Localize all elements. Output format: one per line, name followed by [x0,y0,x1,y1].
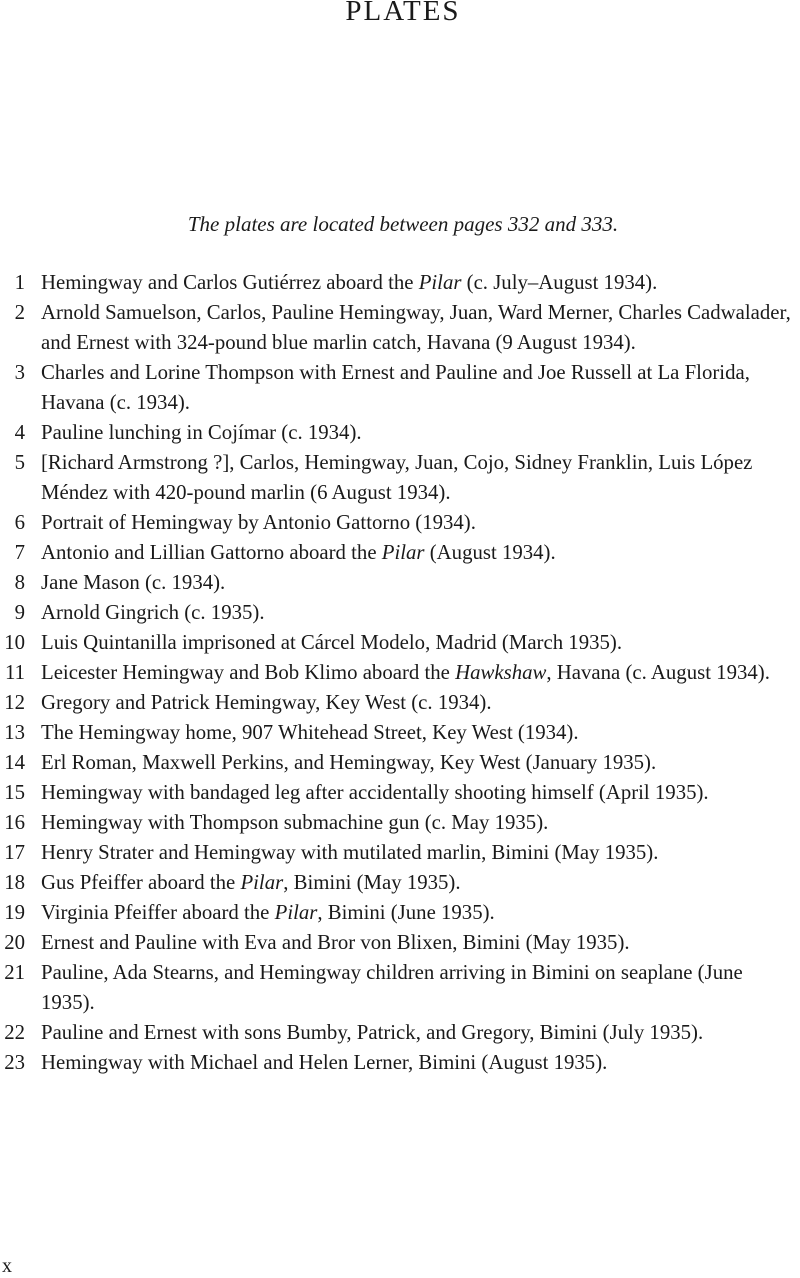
plate-item [0,628,800,658]
caption-text: Gregory and Patrick Hemingway, Key West (c. 1934). [41,691,492,714]
plate-caption [41,781,709,804]
plate-item [0,508,800,538]
plate-caption [41,361,750,414]
plate-item [0,538,800,568]
caption-text: , Havana (c. August 1934). [546,661,770,684]
plates-intro: The plates are located between pages 332 and 333. [187,212,619,236]
plate-number: 6 [14,511,25,534]
plate-caption [41,601,265,624]
caption-text: Gus Pfeiffer aboard the [41,871,241,894]
caption-text: Pauline, Ada Stearns, and Hemingway children arriving in Bimini on seaplane (June 1935). [41,961,743,1014]
caption-text: [Richard Armstrong ?], Carlos, Hemingway, Juan, Cojo, Sidney Franklin, Luis López Méndez with 420-pound marlin (6 August 1934). [41,451,753,504]
plate-item [0,868,800,898]
plate-caption [41,811,548,834]
plate-number: 12 [4,691,25,714]
caption-text: Jane Mason (c. 1934). [41,571,226,594]
plate-caption [41,961,743,1014]
caption-text: (c. July–August 1934). [461,271,658,294]
plate-item [0,1048,800,1078]
caption-text: Ernest and Pauline with Eva and Bror von Blixen, Bimini (May 1935). [41,931,630,954]
plate-number: 22 [4,1021,25,1044]
plate-caption [41,451,752,504]
vessel-name: Pilar [381,541,425,564]
plate-caption [41,841,658,864]
plate-item [0,838,800,868]
caption-text: Hemingway and Carlos Gutiérrez aboard the [41,271,419,294]
caption-text: Arnold Gingrich (c. 1935). [41,601,265,624]
plate-number: 11 [4,661,25,684]
plate-number: 18 [4,871,25,894]
plate-caption [41,541,556,564]
plate-caption [41,1021,703,1044]
plate-number: 14 [4,751,25,774]
plate-item [0,568,800,598]
plate-number: 15 [4,781,25,804]
caption-text: Pauline and Ernest with sons Bumby, Patrick, and Gregory, Bimini (July 1935). [41,1021,704,1044]
page-title: PLATES [345,0,461,27]
plate-number: 20 [4,931,25,954]
caption-text: Virginia Pfeiffer aboard the [41,901,275,924]
plate-item [0,928,800,958]
caption-text: (August 1934). [424,541,556,564]
caption-text: Antonio and Lillian Gattorno aboard the [41,541,382,564]
plate-caption [41,751,656,774]
caption-text: Leicester Hemingway and Bob Klimo aboard the [41,661,456,684]
plate-number: 4 [14,421,25,444]
plate-number: 5 [14,451,25,474]
plate-caption [41,931,630,954]
caption-text: Pauline lunching in Cojímar (c. 1934). [41,421,362,444]
plate-caption [41,301,791,354]
plate-number: 1 [14,271,25,294]
plate-item [0,298,800,358]
plate-item [0,958,800,1018]
plate-number: 3 [14,361,25,384]
caption-text: Charles and Lorine Thompson with Ernest and Pauline and Joe Russell at La Florida, Havana (c. 1934). [41,361,750,414]
plate-number: 17 [4,841,25,864]
plate-caption [41,691,492,714]
plate-number: 23 [4,1051,25,1074]
plate-caption [41,1051,607,1074]
page-number: x [2,1255,12,1277]
plate-item [0,658,800,688]
plate-item [0,808,800,838]
plate-number: 13 [4,721,25,744]
caption-text: Luis Quintanilla imprisoned at Cárcel Modelo, Madrid (March 1935). [41,631,623,654]
plate-caption [41,511,476,534]
plate-item [0,1018,800,1048]
vessel-name: Pilar [274,901,318,924]
plate-item [0,898,800,928]
caption-text: The Hemingway home, 907 Whitehead Street, Key West (1934). [41,721,579,744]
plate-item [0,268,800,298]
plate-item [0,358,800,418]
plate-item [0,778,800,808]
caption-text: Erl Roman, Maxwell Perkins, and Hemingway, Key West (January 1935). [41,751,657,774]
plate-item [0,598,800,628]
plate-caption [41,901,495,924]
vessel-name: Hawkshaw [455,661,547,684]
caption-text: Portrait of Hemingway by Antonio Gattorno (1934). [41,511,476,534]
plate-caption [41,661,770,684]
caption-text: Hemingway with Michael and Helen Lerner, Bimini (August 1935). [41,1051,608,1074]
plate-number: 8 [14,571,25,594]
caption-text: , Bimini (June 1935). [317,901,495,924]
vessel-name: Pilar [240,871,284,894]
plates-list [0,268,800,1078]
caption-text: Henry Strater and Hemingway with mutilated marlin, Bimini (May 1935). [41,841,659,864]
plate-number: 10 [4,631,25,654]
plate-number: 2 [14,301,25,324]
plate-caption [41,271,657,294]
caption-text: Hemingway with Thompson submachine gun (c. May 1935). [41,811,549,834]
plate-caption [41,871,461,894]
plate-number: 7 [14,541,25,564]
caption-text: , Bimini (May 1935). [283,871,461,894]
plate-number: 21 [4,961,25,984]
plate-number: 9 [14,601,25,624]
plate-item [0,718,800,748]
plate-item [0,448,800,508]
plate-item [0,688,800,718]
plate-number: 16 [4,811,25,834]
caption-text: Arnold Samuelson, Carlos, Pauline Hemingway, Juan, Ward Merner, Charles Cadwalader, and Ernest with 324-pound blue marlin catch, Havana (9 August 1934). [41,301,791,354]
vessel-name: Pilar [418,271,462,294]
caption-text: Hemingway with bandaged leg after accidentally shooting himself (April 1935). [41,781,709,804]
plate-caption [41,631,622,654]
plate-item [0,418,800,448]
plate-caption [41,721,579,744]
plate-caption [41,421,362,444]
plate-number: 19 [4,901,25,924]
plate-item [0,748,800,778]
plate-caption [41,571,225,594]
